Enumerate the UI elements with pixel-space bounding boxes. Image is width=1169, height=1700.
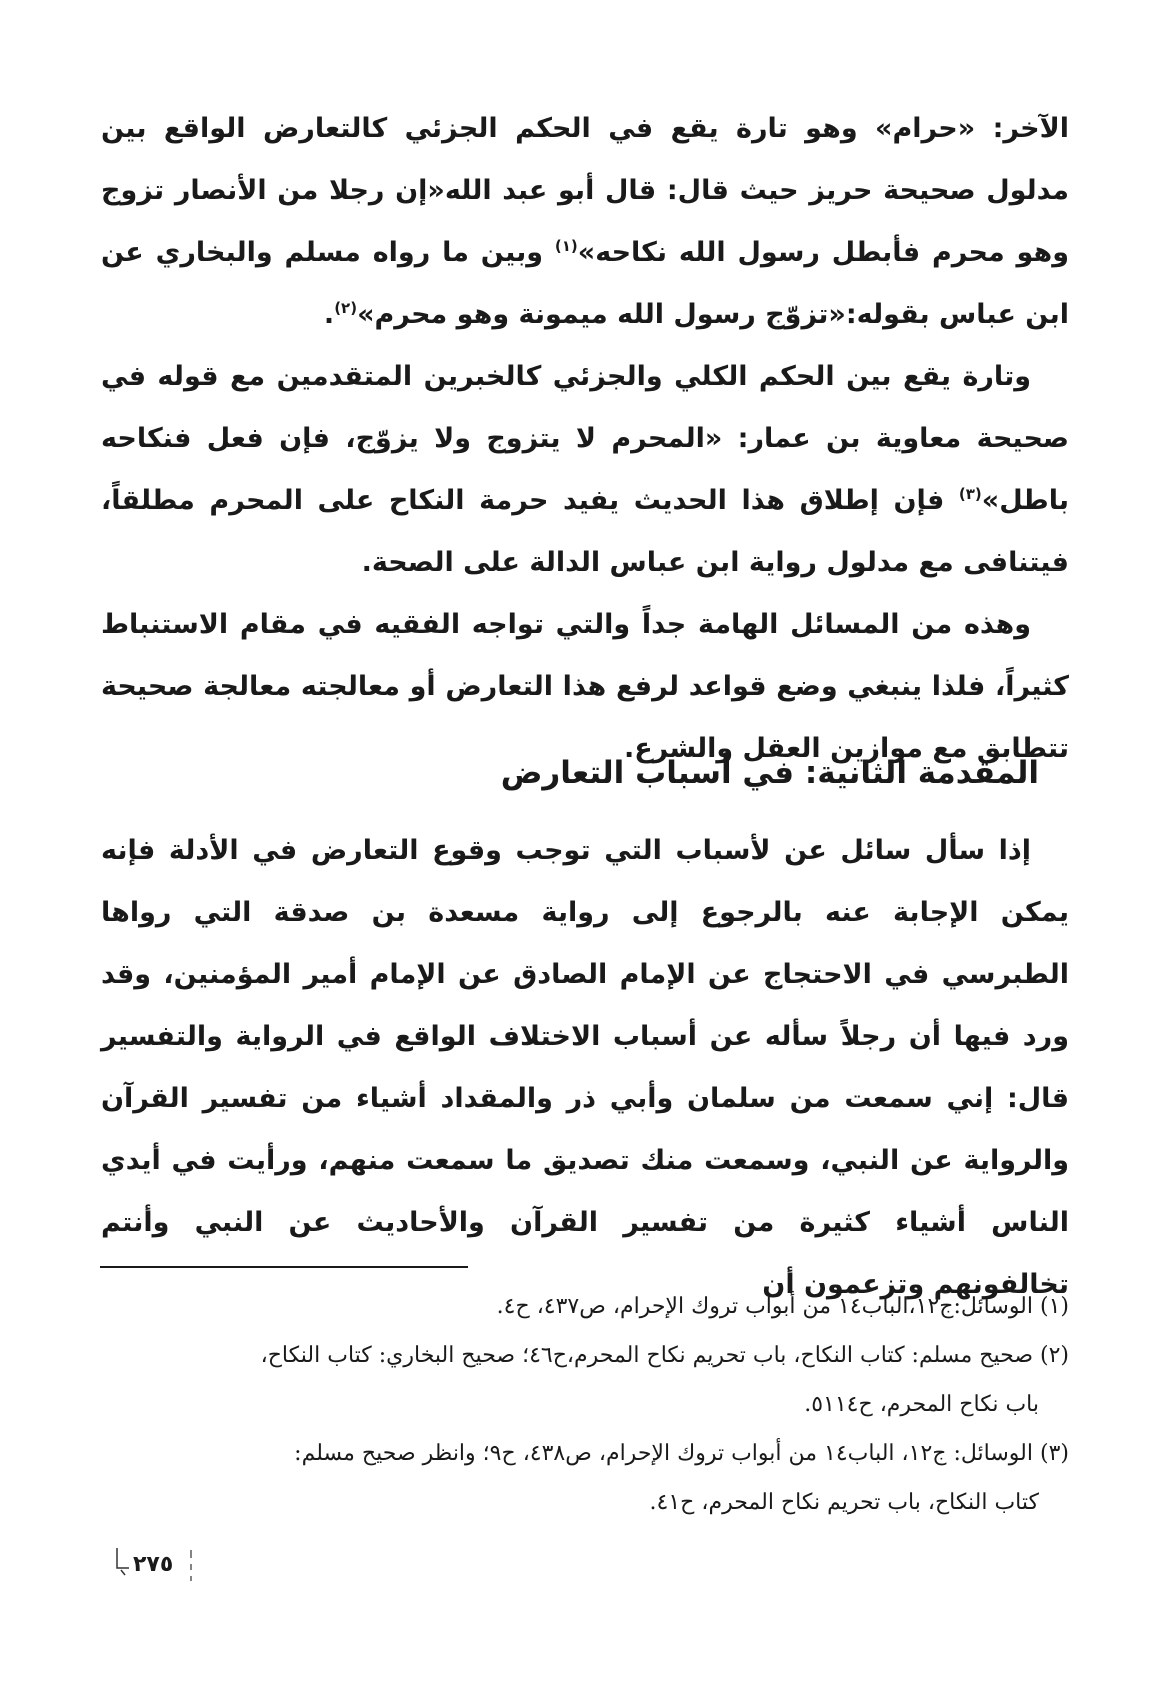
paragraph-1 <box>101 98 1069 346</box>
footnote-ref-2: (٢) <box>334 299 358 317</box>
page-tick-mark-icon <box>188 1548 194 1582</box>
paragraph-2-text-b: فإن إطلاق هذا الحديث يفيد حرمة النكاح على المحرم مطلقاً، فيتنافى مع مدلول رواية ابن عباس الدالة على الصحة. <box>101 485 1069 578</box>
paragraph-1-end: . <box>323 299 335 330</box>
main-text-lower <box>101 820 1069 1316</box>
paragraph-3: وهذه من المسائل الهامة جداً والتي تواجه الفقيه في مقام الاستنباط كثيراً، فلذا ينبغي وضع قواعد لرفع هذا التعارض أو معالجته معالجة صحيحة تتطابق مع موازين العقل والشرع. <box>101 609 1069 764</box>
footnote-3-continued: كتاب النكاح، باب تحريم نكاح المحرم، ح٤١. <box>649 1490 1039 1515</box>
footnote-ref-1: (١) <box>554 237 578 255</box>
paragraph-2-text: وتارة يقع بين الحكم الكلي والجزئي كالخبرين المتقدمين مع قوله في صحيحة معاوية بن عمار: «المحرم لا يتزوج ولا يزوّج، فإن فعل فنكاحه باطل» <box>101 361 1069 516</box>
paragraph-4: إذا سأل سائل عن لأسباب التي توجب وقوع التعارض في الأدلة فإنه يمكن الإجابة عنه بالرجوع إلى رواية مسعدة بن صدقة التي رواها الطبرسي في الاحتجاج عن الإمام الصادق عن الإمام أمير المؤمنين، وقد ورد فيها أن رجلاً سأله عن أسباب الاختلاف الواقع في الرواية والتفسير قال: إني سمعت من سلمان وأبي ذر والمقداد أشياء من تفسير القرآن والرواية عن النبي، وسمعت منك تصديق ما سمعت منهم، ورأيت في أيدي الناس أشياء كثيرة من تفسير القرآن والأحاديث عن النبي وأنتم تخالفونهم وتزعمون أن <box>101 835 1069 1300</box>
footnote-1: (١) الوسائل:ج١٢،الباب١٤ من أبواب تروك الإحرام، ص٤٣٧، ح٤. <box>496 1294 1069 1319</box>
paragraph-1-text: الآخر: «حرام» وهو تارة يقع في الحكم الجزئي كالتعارض الواقع بين مدلول صحيحة حريز حيث قال: قال أبو عبد الله«إن رجلا من الأنصار تزوج وهو محرم فأبطل رسول الله نكاحه» <box>101 113 1069 268</box>
section-heading: المقدمة الثانية: في أسباب التعارض <box>500 755 1039 791</box>
paragraph-1-text-b: وبين ما رواه مسلم والبخاري عن ابن عباس بقوله:«تزوّج رسول الله ميمونة وهو محرم» <box>101 237 1069 330</box>
page-corner-mark-icon <box>113 1546 133 1576</box>
footnote-separator <box>100 1266 468 1268</box>
footnotes <box>101 1282 1069 1527</box>
main-text-upper <box>101 98 1069 780</box>
footnote-3: (٣) الوسائل: ج١٢، الباب١٤ من أبواب تروك الإحرام، ص٤٣٨، ح٩؛ وانظر صحيح مسلم: <box>294 1441 1069 1466</box>
footnote-2-continued: باب نكاح المحرم، ح٥١١٤. <box>804 1392 1039 1417</box>
footnote-2: (٢) صحيح مسلم: كتاب النكاح، باب تحريم نكاح المحرم،ح٤٦؛ صحيح البخاري: كتاب النكاح، <box>260 1343 1069 1368</box>
page-number: ٢٧٥ <box>133 1552 174 1577</box>
footnote-ref-3: (٣) <box>958 485 982 503</box>
paragraph-2 <box>101 346 1069 594</box>
